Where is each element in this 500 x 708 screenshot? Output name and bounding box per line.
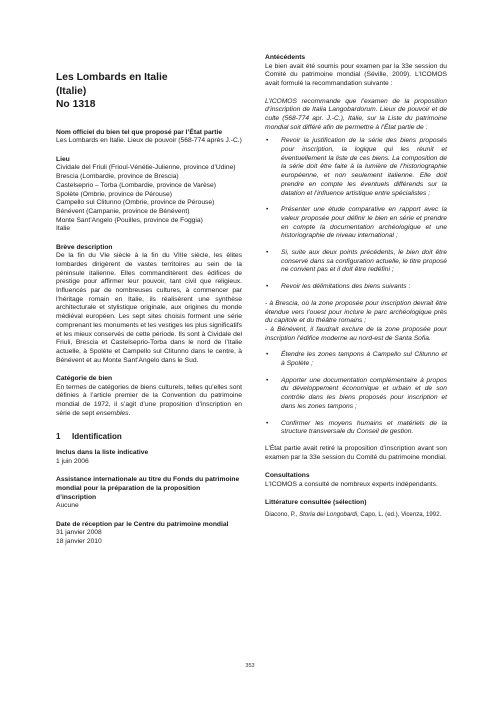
title-line: No 1318 xyxy=(56,99,96,111)
lieu-line: Italie xyxy=(56,225,71,233)
document-title xyxy=(56,71,242,112)
bullet-icon: • xyxy=(266,206,269,214)
description-text: De la fin du VIe siècle à la fin du VIIIe siècle, les élites lombardes dirigèrent de vastes territoires au sein de la péninsule italienne. Elles commanditèrent des édifices de prestige pour affirmer leur pouvoir, tant civil que religieux. Influencés par de nombreuses cultures, à commencer par l’héritage romain en Italie, ils réalisèrent une synthèse architecturale et stylistique originale, aux origines du monde médiéval européen. Les sept sites choisis forment une série comprenant les monuments et les vestiges les plus significatifs et les mieux conservés de cette période. Ils sont à Cividale del Friuli, Brescia et Castelseprio-Torba dans le nord de l’Italie actuelle, à Spolète et Campello sul Clitunno dans le centre, à Bénévent et au Monte Sant’Angelo dans le Sud. xyxy=(56,252,242,364)
list-item-text: Revoir les délimitations des biens suivants : xyxy=(281,283,411,291)
bullet-icon: • xyxy=(266,283,269,291)
category-text-italic: ensembles xyxy=(96,409,129,417)
tentative-list-date: 1 juin 2006 xyxy=(56,458,89,466)
title-line: (Italie) xyxy=(56,85,87,97)
lieu-heading: Lieu xyxy=(56,155,70,163)
list-item-text: Confirmer les moyens humains et matériels de la structure transversale du Conseil de gestion. xyxy=(281,419,447,436)
section-title-text: Identification xyxy=(72,432,122,442)
withdrawal-text: L’État partie avait retiré la proposition d’inscription avant son examen par la 33e session du Comité du patrimoine mondial. xyxy=(265,445,447,461)
reception-date: 18 janvier 2010 xyxy=(56,538,102,545)
official-name-text: Les Lombards en Italie. Lieux de pouvoir (568-774 après J.-C.) xyxy=(56,137,242,145)
reference-author: Diacono, P., xyxy=(265,510,300,518)
list-item xyxy=(265,351,447,368)
bullet-icon: • xyxy=(266,351,269,359)
consultations-heading: Consultations xyxy=(265,471,310,479)
list-item-text: Présenter une étude comparative en rapport avec la valeur proposée pour définir le bien en série et prendre en compte la documentation archéologique et une historiographie de niveau international ; xyxy=(281,206,447,240)
category-heading: Catégorie de bien xyxy=(56,374,113,382)
boundary-details: - à Brescia, où la zone proposée pour inscription devrait être étendue vers l’ouest pour inclure le parc archéologique près du capitole et du théâtre romains ; - à Bénévent, il faudrait exclure de la zone proposée pour inscription l’édifice moderne au nord-est de Santa Sofia. xyxy=(265,299,447,342)
left-column xyxy=(56,54,242,547)
lieu-line: Spolète (Ombrie, province de Pérouse) xyxy=(56,190,172,198)
literature-heading: Littérature consultée (sélection) xyxy=(265,498,367,506)
right-column xyxy=(265,54,447,519)
reception-date: 31 janvier 2008 xyxy=(56,529,102,537)
lieu-line: Bénévent (Campanie, province de Bénévent) xyxy=(56,207,190,215)
list-item xyxy=(265,283,447,292)
lieu-line: Cividale del Friuli (Frioul-Vénétie-Julienne, province d’Udine) xyxy=(56,164,236,172)
icomos-recommendation: L’ICOMOS recommande que l’examen de la proposition d’inscription de Italia Langobardorum. Lieux de pouvoir et de culte (568-774 apr. J.-C.), Italie, sur la Liste du patrimoine mondial soit différé afin de permettre à l’État partie de : xyxy=(265,97,447,131)
section-number: 1 xyxy=(56,432,61,442)
consultations-text: L’ICOMOS a consulté de nombreux experts indépendants. xyxy=(265,480,438,488)
antecedents-heading: Antécédents xyxy=(265,54,306,61)
list-item xyxy=(265,206,447,241)
list-item-text: Apporter une documentation complémentaire à propos du développement économique et urbain et de son contrôle dans les biens proposés pour inscription et dans les zones tampons ; xyxy=(281,376,447,410)
literature-reference xyxy=(265,511,447,519)
description-heading: Brève description xyxy=(56,243,113,251)
reference-title: Storia dei Longobardi xyxy=(299,510,358,518)
list-item-text: Revoir la justification de la série des biens proposés pour inscription, la logique qui les réunit et éventuellement la liste de ces biens. La composition de la série doit être faite à la lumière de l’historiographie européenne, et non seulement italienne. Elle doit prendre en compte les éventuels différends sur la datation et l’influence artistique entre spécialistes ; xyxy=(281,137,447,197)
list-item xyxy=(265,377,447,412)
official-name-heading: Nom officiel du bien tel que proposé par l’État partie xyxy=(56,128,223,136)
assistance-text: Aucune xyxy=(56,502,79,510)
lieu-line: Castelseprio – Torba (Lombardie, province de Varèse) xyxy=(56,181,216,189)
reception-heading: Date de réception par le Centre du patrimoine mondial xyxy=(56,520,229,528)
page-number: 353 xyxy=(245,663,255,669)
list-item xyxy=(265,420,447,437)
category-text-end: . xyxy=(128,409,131,417)
recommendation-list xyxy=(265,351,447,437)
lieu-line: Brescia (Lombardie, province de Brescia) xyxy=(56,173,179,181)
bullet-icon: • xyxy=(266,249,269,257)
bullet-icon: • xyxy=(266,376,269,384)
list-item-text: Si, suite aux deux points précédents, le bien doit être conservé dans sa configuration actuelle, le titre proposé ne convient pas et il doit être redéfini ; xyxy=(281,249,447,274)
reference-details: , Capo, L. (ed.), Vicenza, 1992. xyxy=(357,510,442,518)
antecedents-text: Le bien avait été soumis pour examen par la 33e session du Comité du patrimoine mondial (Séville, 2009). L’ICOMOS avait formulé la recommandation suivante : xyxy=(265,62,447,88)
tentative-list-heading: Inclus dans la liste indicative xyxy=(56,449,149,457)
bullet-icon: • xyxy=(266,137,269,145)
list-item xyxy=(265,137,447,198)
identification-section-title xyxy=(56,432,242,442)
title-line: Les Lombards en Italie xyxy=(56,72,168,83)
assistance-heading: Assistance internationale au titre du Fonds du patrimoine mondial pour la préparation de la proposition d’inscription xyxy=(56,476,240,501)
category-text-start: En termes de catégories de biens culturels, telles qu’elles sont définies à l’article premier de la Convention du patrimoine mondial de 1972, il s’agit d’une proposition d’inscription en série de sept xyxy=(56,383,242,417)
recommendation-list xyxy=(265,137,447,292)
category-text xyxy=(56,384,242,419)
lieu-line: Campello sul Clitunno (Ombrie, province de Pérouse) xyxy=(56,199,215,207)
list-item-text: Étendre les zones tampons à Campello sul Clitunno et à Spolète ; xyxy=(281,351,447,368)
list-item xyxy=(265,249,447,275)
bullet-icon: • xyxy=(266,419,269,427)
lieu-line: Monte Sant’Angelo (Pouilles, province de Foggia) xyxy=(56,216,203,224)
